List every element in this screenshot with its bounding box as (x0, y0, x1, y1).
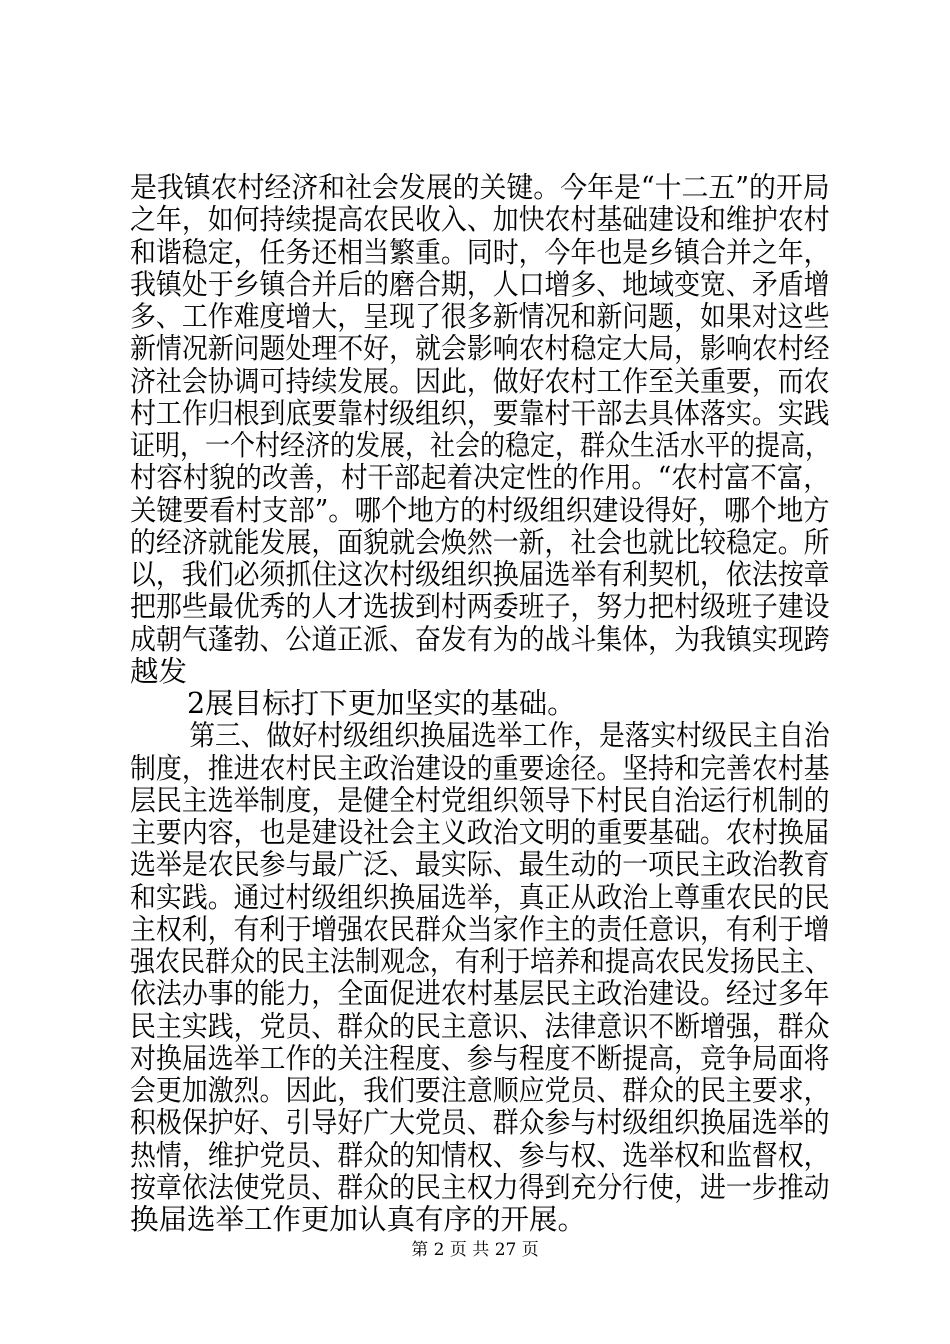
body-text-line: 关键要看村支部”。哪个地方的村级组织建设得好，哪个地方 (130, 493, 830, 527)
body-text-line: 我镇处于乡镇合并后的磨合期，人口增多、地域变宽、矛盾增 (130, 267, 830, 301)
body-text-line: 会更加激烈。因此，我们要注意顺应党员、群众的民主要求， (130, 1074, 830, 1107)
body-text-line: 对换届选举工作的关注程度、参与程度不断提高，竞争局面将 (130, 1041, 830, 1075)
body-text-line: 按章依法使党员、群众的民主权力得到充分行使，进一步推动 (130, 1170, 830, 1204)
body-text-line: 新情况新问题处理不好，就会影响农村稳定大局，影响农村经 (130, 332, 830, 366)
body-text-line: 越发 (130, 654, 188, 688)
body-text-line: 层民主选举制度，是健全村党组织领导下村民自治运行机制的 (130, 783, 830, 817)
body-text-line: 村容村貌的改善，村干部起着决定性的作用。“农村富不富， (130, 461, 830, 495)
body-text-line: 以，我们必须抓住这次村级组织换届选举有利契机，依法按章 (130, 558, 830, 591)
body-text-line: 和谐稳定，任务还相当繁重。同时，今年也是乡镇合并之年， (130, 235, 830, 269)
body-text-line: 和实践。通过村级组织换届选举，真正从政治上尊重农民的民 (130, 880, 830, 914)
body-text-line: 之年，如何持续提高农民收入、加快农村基础建设和维护农村 (130, 203, 830, 237)
body-text-line: 多、工作难度增大，呈现了很多新情况和新问题，如果对这些 (130, 300, 830, 333)
body-text-line: 依法办事的能力，全面促进农村基层民主政治建设。经过多年 (130, 977, 830, 1011)
body-text-line: 的经济就能发展，面貌就会焕然一新，社会也就比较稳定。所 (130, 525, 830, 559)
body-text-line: 是我镇农村经济和社会发展的关键。今年是“十二五”的开局 (130, 171, 830, 204)
paragraph-start-line: 第三、做好村级组织换届选举工作，是落实村级民主自治 (130, 719, 830, 753)
body-text-line: 换届选举工作更加认真有序的开展。 (130, 1203, 587, 1236)
body-text-line: 证明，一个村经济的发展，社会的稳定，群众生活水平的提高， (130, 429, 831, 462)
body-text-line: 把那些最优秀的人才选拔到村两委班子，努力把村级班子建设 (130, 590, 830, 624)
body-text-line: 制度，推进农村民主政治建设的重要途径。坚持和完善农村基 (130, 751, 830, 785)
body-text-line: 强农民群众的民主法制观念，有利于培养和提高农民发扬民主、 (130, 945, 831, 978)
body-text-line: 选举是农民参与最广泛、最实际、最生动的一项民主政治教育 (130, 848, 830, 882)
body-text-line: 村工作归根到底要靠村级组织，要靠村干部去具体落实。实践 (130, 396, 830, 430)
body-text-line: 主要内容，也是建设社会主义政治文明的重要基础。农村换届 (130, 816, 830, 849)
body-text-line: 热情，维护党员、群众的知情权、参与权、选举权和监督权， (130, 1138, 830, 1172)
body-text-line: 2展目标打下更加坚实的基础。 (130, 687, 576, 720)
body-text-line: 民主实践，党员、群众的民主意识、法律意识不断增强，群众 (130, 1009, 830, 1043)
body-text-line: 主权利，有利于增强农民群众当家作主的责任意识，有利于增 (130, 912, 830, 946)
body-text-line: 积极保护好、引导好广大党员、群众参与村级组织换届选举的 (130, 1106, 830, 1140)
page-footer: 第 2 页 共 27 页 (411, 1240, 539, 1260)
body-text-line: 济社会协调可持续发展。因此，做好农村工作至关重要，而农 (130, 364, 830, 398)
body-text-line: 成朝气蓬勃、公道正派、奋发有为的战斗集体，为我镇实现跨 (130, 622, 830, 656)
